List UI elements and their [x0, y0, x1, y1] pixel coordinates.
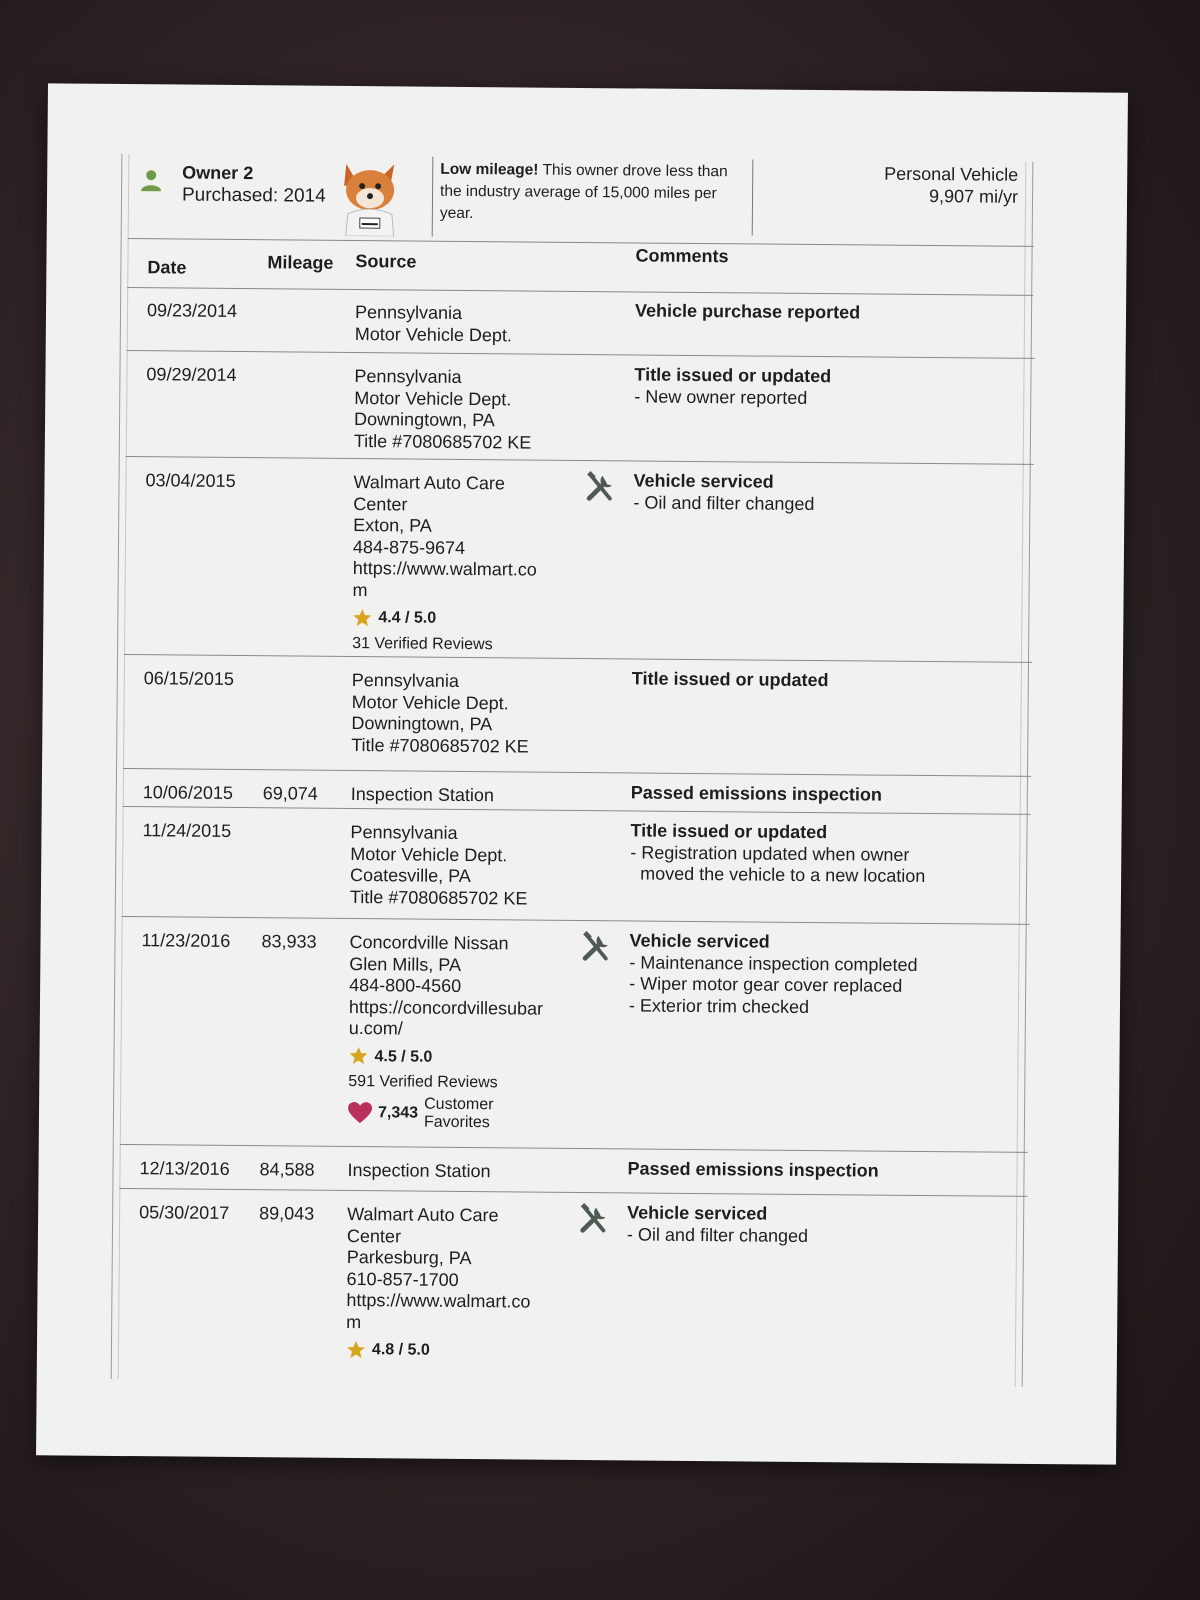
header-source: Source — [355, 251, 417, 272]
row-date: 12/13/2016 — [139, 1158, 230, 1179]
source-line: Exton, PA — [353, 514, 432, 536]
source-line: Glen Mills, PA — [349, 953, 462, 975]
rating-value: 4.5 / 5.0 — [374, 1047, 433, 1066]
vehicle-type: Personal Vehicle — [884, 163, 1019, 185]
row-comments — [629, 930, 990, 1019]
comment-title: Vehicle serviced — [629, 930, 770, 952]
row-source — [350, 822, 581, 910]
row-mileage: 89,043 — [259, 1203, 315, 1224]
source-link[interactable]: m — [352, 579, 368, 600]
table-row — [122, 806, 1031, 925]
divider — [752, 159, 754, 235]
row-source — [354, 366, 585, 454]
source-line: Title #7080685702 KE — [353, 430, 532, 453]
table-row — [126, 350, 1035, 465]
heart-icon — [348, 1101, 372, 1123]
row-source — [348, 932, 580, 1132]
comment-detail: moved the vehicle to a new location — [630, 863, 926, 886]
star-icon — [346, 1340, 366, 1360]
row-mileage: 84,588 — [259, 1159, 315, 1180]
row-source — [347, 1160, 577, 1184]
row-date: 03/04/2015 — [145, 470, 236, 491]
rating-value: 4.4 / 5.0 — [378, 609, 437, 627]
source-line: Walmart Auto Care — [353, 471, 506, 494]
comment-detail: - Registration updated when owner — [630, 841, 910, 865]
source-line: Motor Vehicle Dept. — [351, 691, 509, 713]
table-row — [127, 286, 1036, 359]
source-line: Motor Vehicle Dept. — [350, 843, 508, 865]
verified-reviews-link[interactable]: 31 Verified Reviews — [352, 634, 493, 653]
source-link[interactable]: https://concordvillesubar — [348, 996, 544, 1019]
row-source — [351, 670, 582, 758]
source-line: Title #7080685702 KE — [349, 886, 528, 909]
customer-favorites — [348, 1094, 578, 1132]
comment-detail: - New owner reported — [634, 385, 808, 408]
source-line: Motor Vehicle Dept. — [354, 323, 512, 345]
comment-title: Title issued or updated — [631, 668, 829, 691]
source-link[interactable]: https://www.walmart.co — [346, 1289, 531, 1312]
source-line: Inspection Station — [347, 1159, 491, 1182]
source-line: Inspection Station — [350, 783, 495, 806]
comment-title: Vehicle serviced — [633, 470, 774, 492]
comment-detail: - Oil and filter changed — [626, 1223, 809, 1246]
row-comments — [634, 364, 994, 410]
row-date: 11/23/2016 — [141, 930, 231, 951]
comment-title: Vehicle purchase reported — [634, 300, 861, 323]
low-mileage-heading: Low mileage! — [440, 160, 539, 179]
header-comments: Comments — [635, 245, 729, 267]
source-line: 484-800-4560 — [349, 974, 462, 996]
rating — [346, 1339, 576, 1363]
row-date: 05/30/2017 — [139, 1202, 230, 1223]
table-row — [118, 1188, 1028, 1396]
rating — [352, 607, 582, 631]
row-comments — [635, 300, 995, 325]
table-row — [124, 456, 1034, 663]
verified-reviews-link[interactable]: 591 Verified Reviews — [348, 1072, 498, 1092]
row-date: 11/24/2015 — [142, 820, 232, 841]
owner-section — [111, 154, 1034, 1387]
star-icon — [352, 608, 372, 628]
source-line: 610-857-1700 — [346, 1268, 459, 1290]
source-line: Title #7080685702 KE — [351, 734, 529, 757]
comment-detail: - Oil and filter changed — [633, 491, 815, 514]
table-row — [123, 654, 1032, 777]
source-line: Parkesburg, PA — [346, 1246, 472, 1269]
low-mileage-text: This owner drove less than the industry average of 15,000 miles per year. — [439, 161, 728, 223]
row-comments — [633, 470, 993, 516]
carfax-fox-mascot-icon — [332, 158, 417, 237]
source-line: Pennsylvania — [354, 365, 462, 387]
owner-header — [122, 154, 1033, 236]
source-line: Coatesville, PA — [350, 864, 471, 887]
miles-per-year: 9,907 mi/yr — [928, 186, 1019, 207]
source-line: Concordville Nissan — [349, 931, 509, 954]
low-mileage-note — [440, 159, 741, 228]
source-line: Walmart Auto Care — [347, 1203, 499, 1226]
comment-detail: - Exterior trim checked — [628, 994, 810, 1017]
source-link[interactable]: https://www.walmart.co — [352, 557, 537, 580]
source-link[interactable]: u.com/ — [348, 1017, 403, 1039]
row-date: 10/06/2015 — [142, 782, 234, 803]
row-date: 09/23/2014 — [146, 300, 238, 321]
row-comments — [627, 1202, 987, 1248]
row-comments — [630, 820, 991, 888]
source-line: Pennsylvania — [354, 302, 463, 323]
source-line: Pennsylvania — [350, 821, 458, 843]
owner-purchased: Purchased: 2014 — [181, 184, 326, 207]
row-source — [351, 784, 581, 808]
row-comments — [631, 782, 991, 807]
favorites-label — [424, 1095, 494, 1132]
favorites-label-line: Customer — [424, 1095, 494, 1113]
comment-title: Title issued or updated — [630, 820, 828, 843]
favorites-count: 7,343 — [377, 1103, 419, 1122]
vehicle-usage — [884, 163, 1018, 208]
row-source — [355, 302, 585, 347]
wrench-screwdriver-icon — [583, 470, 619, 506]
owner-name: Owner 2 — [182, 162, 254, 184]
header-mileage: Mileage — [267, 252, 334, 273]
comment-detail: - Wiper motor gear cover replaced — [629, 973, 903, 996]
source-line: Pennsylvania — [351, 669, 459, 691]
row-mileage: 69,074 — [262, 783, 318, 804]
source-line: Center — [353, 493, 408, 514]
rating — [348, 1045, 578, 1069]
source-line: Motor Vehicle Dept. — [354, 387, 512, 409]
divider — [432, 157, 434, 237]
favorites-label-line: Favorites — [423, 1113, 490, 1131]
table-row — [120, 916, 1030, 1153]
comment-title: Title issued or updated — [634, 364, 832, 387]
star-icon — [348, 1046, 368, 1066]
report-page — [36, 83, 1128, 1464]
comment-title: Passed emissions inspection — [630, 782, 883, 805]
row-date: 09/29/2014 — [146, 364, 237, 385]
wrench-screwdriver-icon — [577, 1202, 613, 1238]
row-date: 06/15/2015 — [143, 668, 234, 689]
source-line: Downingtown, PA — [351, 712, 493, 735]
wrench-screwdriver-icon — [579, 930, 615, 966]
row-source — [352, 472, 584, 656]
source-line: 484-875-9674 — [352, 536, 466, 558]
row-mileage: 83,933 — [261, 931, 317, 952]
rating-value: 4.8 / 5.0 — [371, 1341, 430, 1359]
source-line: Center — [346, 1225, 402, 1246]
comment-detail: - Maintenance inspection completed — [629, 951, 918, 975]
row-comments — [632, 668, 992, 693]
comment-title: Passed emissions inspection — [627, 1158, 879, 1181]
header-date: Date — [147, 257, 187, 278]
source-line: Downingtown, PA — [354, 408, 495, 431]
source-link[interactable]: m — [346, 1311, 362, 1332]
row-comments — [627, 1158, 987, 1183]
row-source — [346, 1204, 577, 1363]
person-icon — [140, 169, 162, 193]
comment-title: Vehicle serviced — [627, 1202, 768, 1224]
